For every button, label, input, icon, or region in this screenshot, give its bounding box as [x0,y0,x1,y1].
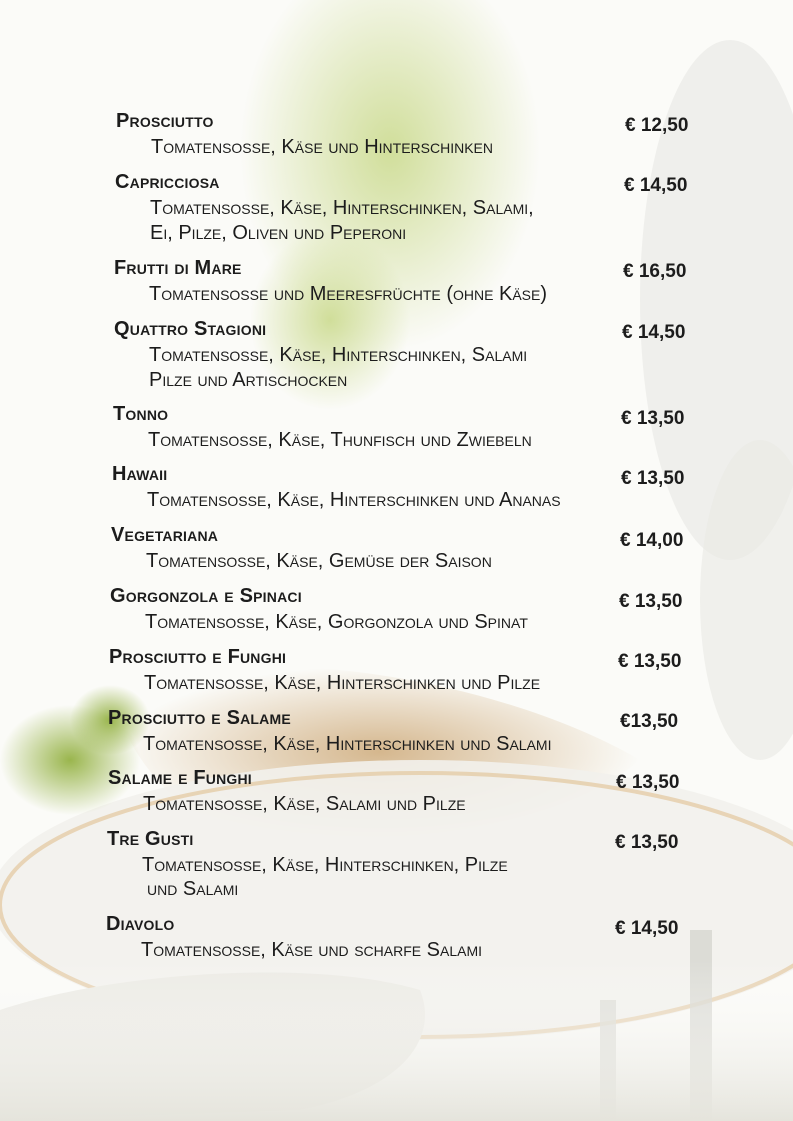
item-description: Tomatensosse, Käse, Gorgonzola und Spinat [145,611,528,633]
item-price: € 13,50 [621,468,685,489]
item-description: Tomatensosse, Käse, Hinterschinken und Salami [143,733,552,755]
item-description: und Salami [147,878,239,900]
item-price: € 16,50 [623,261,687,282]
item-name: Salame e Funghi [108,767,252,789]
item-price: € 12,50 [625,115,689,136]
item-name: Tonno [113,403,169,425]
item-description: Tomatensosse und Meeresfrüchte (ohne Käse) [149,283,547,305]
item-description: Ei, Pilze, Oliven und Peperoni [150,222,407,244]
item-description: Tomatensosse, Käse, Hinterschinken, Salami [149,344,528,366]
item-name: Diavolo [106,913,175,935]
item-name: Gorgonzola e Spinaci [110,585,302,607]
item-name: Tre Gusti [107,828,194,850]
item-name: Hawaii [112,463,168,485]
item-name: Prosciutto e Salame [108,707,291,729]
item-price: € 14,50 [615,918,679,939]
item-name: Prosciutto [116,110,214,132]
item-description: Tomatensosse, Käse und scharfe Salami [141,939,483,961]
item-price: € 14,00 [620,530,684,551]
item-price: € 13,50 [616,772,680,793]
item-description: Tomatensosse, Käse, Gemüse der Saison [146,550,492,572]
item-price: € 14,50 [624,175,688,196]
item-name: Frutti di Mare [114,257,242,279]
item-price: € 13,50 [619,591,683,612]
item-description: Pilze und Artischocken [149,369,348,391]
item-name: Vegetariana [111,524,219,546]
menu-item-prosciutto-e-salame [108,707,708,756]
item-description: Tomatensosse, Käse, Hinterschinken und Pilze [144,672,541,694]
item-name: Capricciosa [115,171,220,193]
item-price: € 13,50 [621,408,685,429]
item-price: € 13,50 [618,651,682,672]
item-description: Tomatensosse, Käse und Hinterschinken [151,136,494,158]
item-name: Prosciutto e Funghi [109,646,287,668]
item-name: Quattro Stagioni [114,318,267,340]
item-description: Tomatensosse, Käse, Hinterschinken, Salami, [150,197,534,219]
item-price: € 14,50 [622,322,686,343]
item-price: €13,50 [620,711,679,732]
item-description: Tomatensosse, Käse, Hinterschinken und Ananas [147,489,561,511]
item-description: Tomatensosse, Käse, Salami und Pilze [143,793,466,815]
item-description: Tomatensosse, Käse, Hinterschinken, Pilze [142,854,508,876]
item-price: € 13,50 [615,832,679,853]
item-description: Tomatensosse, Käse, Thunfisch und Zwiebeln [148,429,532,451]
